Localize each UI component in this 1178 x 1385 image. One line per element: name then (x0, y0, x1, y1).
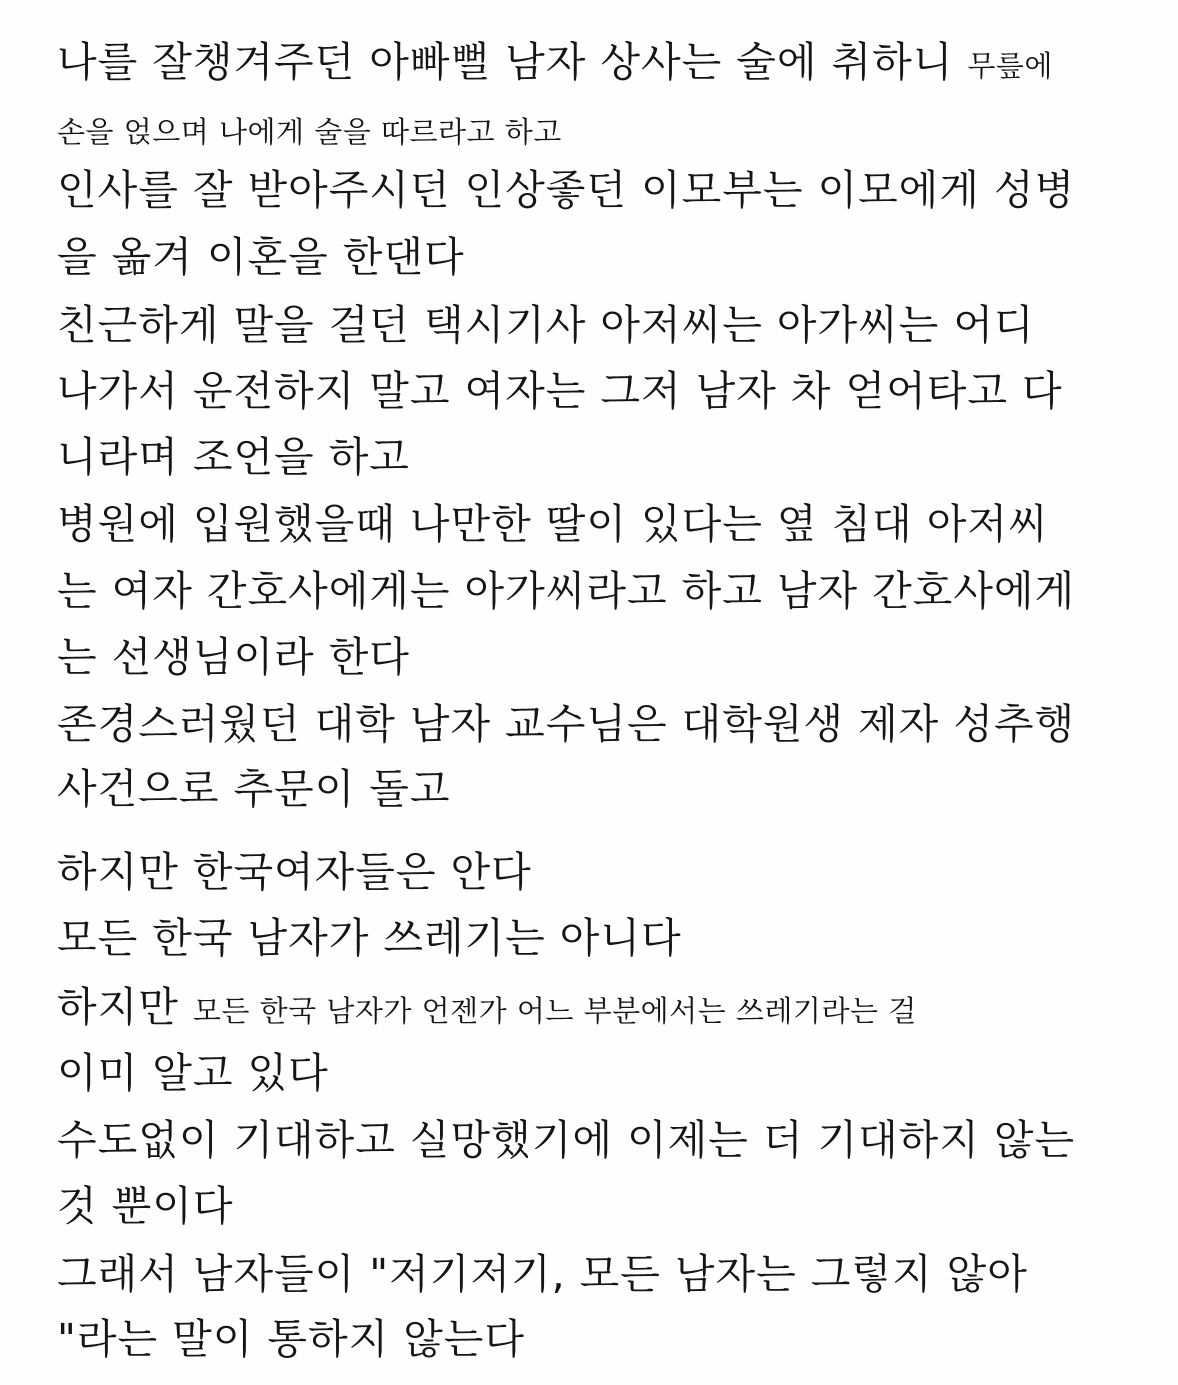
text-line-20 (57, 1315, 525, 1363)
text-line-1 (57, 38, 1053, 90)
text-line-10-main: 는 선생님이라 한다 (57, 633, 410, 681)
text-line-7 (57, 433, 410, 481)
text-line-18 (57, 1182, 233, 1230)
text-line-20-main: "라는 말이 통하지 않는다 (57, 1315, 526, 1363)
text-line-14 (57, 914, 682, 962)
text-line-1-small: 무릎에 (967, 49, 1053, 83)
text-line-6-main: 나가서 운전하지 말고 여자는 그저 남자 차 얻어타고 다 (57, 367, 1063, 415)
text-line-5 (57, 301, 1035, 349)
text-line-16-main: 이미 알고 있다 (57, 1049, 329, 1097)
text-line-12-main: 사건으로 추문이 돌고 (57, 765, 451, 813)
text-line-17-main: 수도없이 기대하고 실망했기에 이제는 더 기대하지 않는 (57, 1116, 1076, 1164)
text-line-15 (57, 983, 917, 1035)
text-line-1-main: 나를 잘챙겨주던 아빠뻘 남자 상사는 술에 취하니 (57, 38, 968, 86)
text-line-19 (57, 1250, 1028, 1298)
text-line-13-main: 하지만 한국여자들은 안다 (57, 848, 532, 896)
text-line-9-main: 는 여자 간호사에게는 아가씨라고 하고 남자 간호사에게 (57, 567, 1076, 615)
text-line-16 (57, 1049, 329, 1097)
text-line-15-small: 모든 한국 남자가 언젠가 어느 부분에서는 쓰레기라는 걸 (192, 994, 917, 1028)
text-line-4-main: 을 옮겨 이혼을 한댄다 (57, 233, 465, 281)
text-line-7-main: 니라며 조언을 하고 (57, 433, 410, 481)
text-line-8 (57, 500, 1049, 548)
text-line-15-main: 하지만 (57, 983, 193, 1031)
text-line-4 (57, 233, 465, 281)
text-line-3-main: 인사를 잘 받아주시던 인상좋던 이모부는 이모에게 성병 (57, 166, 1076, 214)
text-line-6 (57, 367, 1063, 415)
text-line-14-main: 모든 한국 남자가 쓰레기는 아니다 (57, 914, 682, 962)
text-line-8-main: 병원에 입원했을때 나만한 딸이 있다는 옆 침대 아저씨 (57, 500, 1049, 548)
text-line-2 (57, 104, 562, 156)
text-line-18-main: 것 뿐이다 (57, 1182, 234, 1230)
text-line-11 (57, 700, 1075, 748)
text-line-11-main: 존경스러웠던 대학 남자 교수님은 대학원생 제자 성추행 (57, 700, 1076, 748)
text-line-9 (57, 567, 1075, 615)
text-line-10 (57, 633, 410, 681)
text-line-3 (57, 166, 1075, 214)
text-line-12 (57, 765, 451, 813)
text-line-13 (57, 848, 532, 896)
text-line-17 (57, 1116, 1075, 1164)
text-line-5-main: 친근하게 말을 걸던 택시기사 아저씨는 아가씨는 어디 (57, 301, 1035, 349)
text-line-2-small: 손을 얹으며 나에게 술을 따르라고 하고 (57, 115, 562, 149)
text-line-19-main: 그래서 남자들이 "저기저기, 모든 남자는 그렇지 않아 (57, 1250, 1028, 1298)
